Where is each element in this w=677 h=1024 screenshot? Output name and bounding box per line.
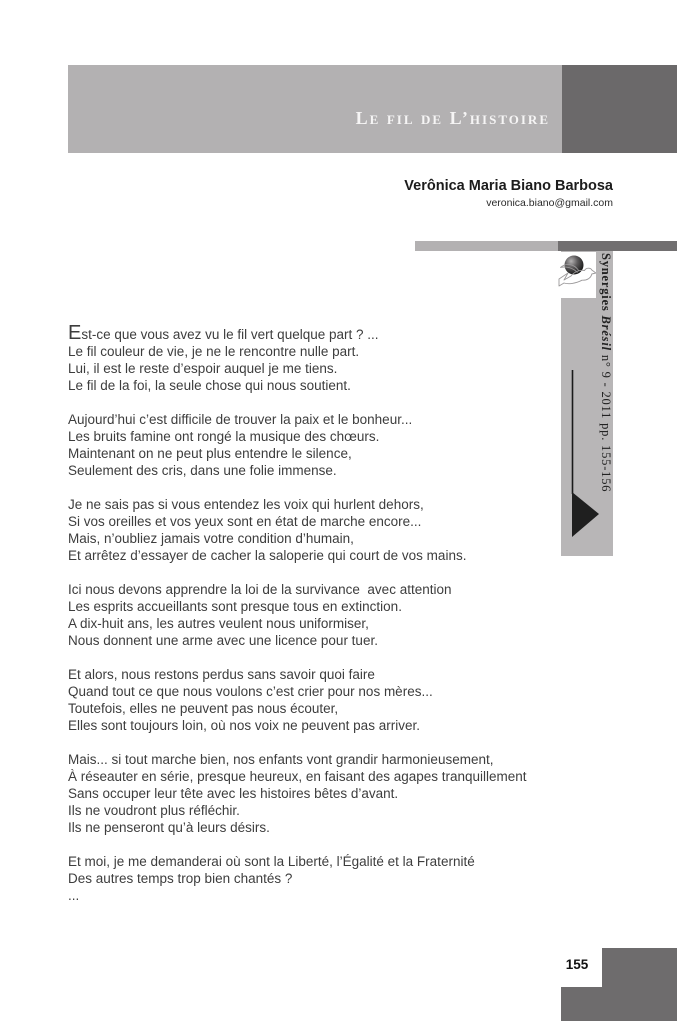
journal-name: Synergies — [599, 253, 613, 316]
sidebar-rule-light — [415, 241, 558, 251]
poem-line: Le fil de la foi, la seule chose qui nous soutient. — [68, 378, 351, 393]
journal-logo — [558, 252, 596, 298]
poem-line: Les esprits accueillants sont presque tous en extinction. — [68, 599, 402, 614]
header-banner — [68, 65, 562, 153]
poem-line: Est-ce que vous avez vu le fil vert quelque part ? ... — [68, 322, 379, 344]
poem-line: Seulement des cris, dans une folie immense. — [68, 463, 337, 478]
poem-line: Si vos oreilles et vos yeux sont en état de marche encore... — [68, 514, 422, 529]
poem-line: Toutefois, elles ne peuvent pas nous écouter, — [68, 701, 339, 716]
poem — [68, 322, 573, 921]
author-name: Verônica Maria Biano Barbosa — [404, 178, 613, 194]
poem-line: Quand tout ce que nous voulons c’est crier pour nos mères... — [68, 684, 433, 699]
poem-line: À réseauter en série, presque heureux, en faisant des agapes tranquillement — [68, 769, 527, 784]
poem-line: ... — [68, 888, 80, 903]
poem-stanza — [68, 751, 573, 836]
poem-line: Mais... si tout marche bien, nos enfants vont grandir harmonieusement, — [68, 752, 494, 767]
author-email: veronica.biano@gmail.com — [486, 197, 613, 209]
poem-line: Aujourd’hui c’est difficile de trouver la paix et le bonheur... — [68, 412, 413, 427]
dove-and-sphere-icon — [558, 252, 596, 298]
author-block — [404, 177, 613, 210]
poem-line: Et moi, je me demanderai où sont la Liberté, l’Égalité et la Fraternité — [68, 854, 475, 869]
poem-line: Ils ne voudront plus réfléchir. — [68, 803, 240, 818]
poem-line: Maintenant on ne peut plus entendre le silence, — [68, 446, 352, 461]
poem-line: Je ne sais pas si vous entendez les voix qui hurlent dehors, — [68, 497, 424, 512]
footer-block-lower — [561, 987, 677, 1021]
poem-line: Des autres temps trop bien chantés ? — [68, 871, 293, 886]
poem-line: Ils ne penseront qu’à leurs désirs. — [68, 820, 270, 835]
poem-stanza — [68, 581, 573, 649]
poem-stanza — [68, 496, 573, 564]
poem-line: Et arrêtez d’essayer de cacher la saloperie qui court de vos mains. — [68, 548, 467, 563]
poem-stanza — [68, 666, 573, 734]
sidebar-rule-dark — [558, 241, 677, 251]
poem-line: Nous donnent une arme avec une licence pour tuer. — [68, 633, 378, 648]
poem-line: Et alors, nous restons perdus sans savoir quoi faire — [68, 667, 375, 682]
journal-region: Brésil — [599, 315, 613, 355]
poem-line: Lui, il est le reste d’espoir auquel je me tiens. — [68, 361, 338, 376]
page-number: 155 — [565, 957, 589, 972]
sphere-icon — [565, 256, 584, 275]
poem-stanza — [68, 322, 573, 394]
poem-line: Sans occuper leur tête avec les histoires bêtes d’avant. — [68, 786, 399, 801]
poem-stanza — [68, 853, 573, 904]
page-title: Le fil de L’histoire — [355, 107, 550, 128]
poem-stanza — [68, 411, 573, 479]
poem-line: Ici nous devons apprendre la loi de la survivance avec attention — [68, 582, 452, 597]
poem-line: Le fil couleur de vie, je ne le rencontre nulle part. — [68, 344, 360, 359]
poem-line: Les bruits famine ont rongé la musique des chœurs. — [68, 429, 380, 444]
journal-issue-pages: n° 9 - 2011 pp. 155-156 — [599, 354, 613, 493]
poem-line: Mais, n’oubliez jamais votre condition d’humain, — [68, 531, 354, 546]
header-banner-dark-block — [562, 65, 677, 153]
poem-line: A dix-huit ans, les autres veulent nous uniformiser, — [68, 616, 369, 631]
poem-line: Elles sont toujours loin, où nos voix ne peuvent pas arriver. — [68, 718, 420, 733]
